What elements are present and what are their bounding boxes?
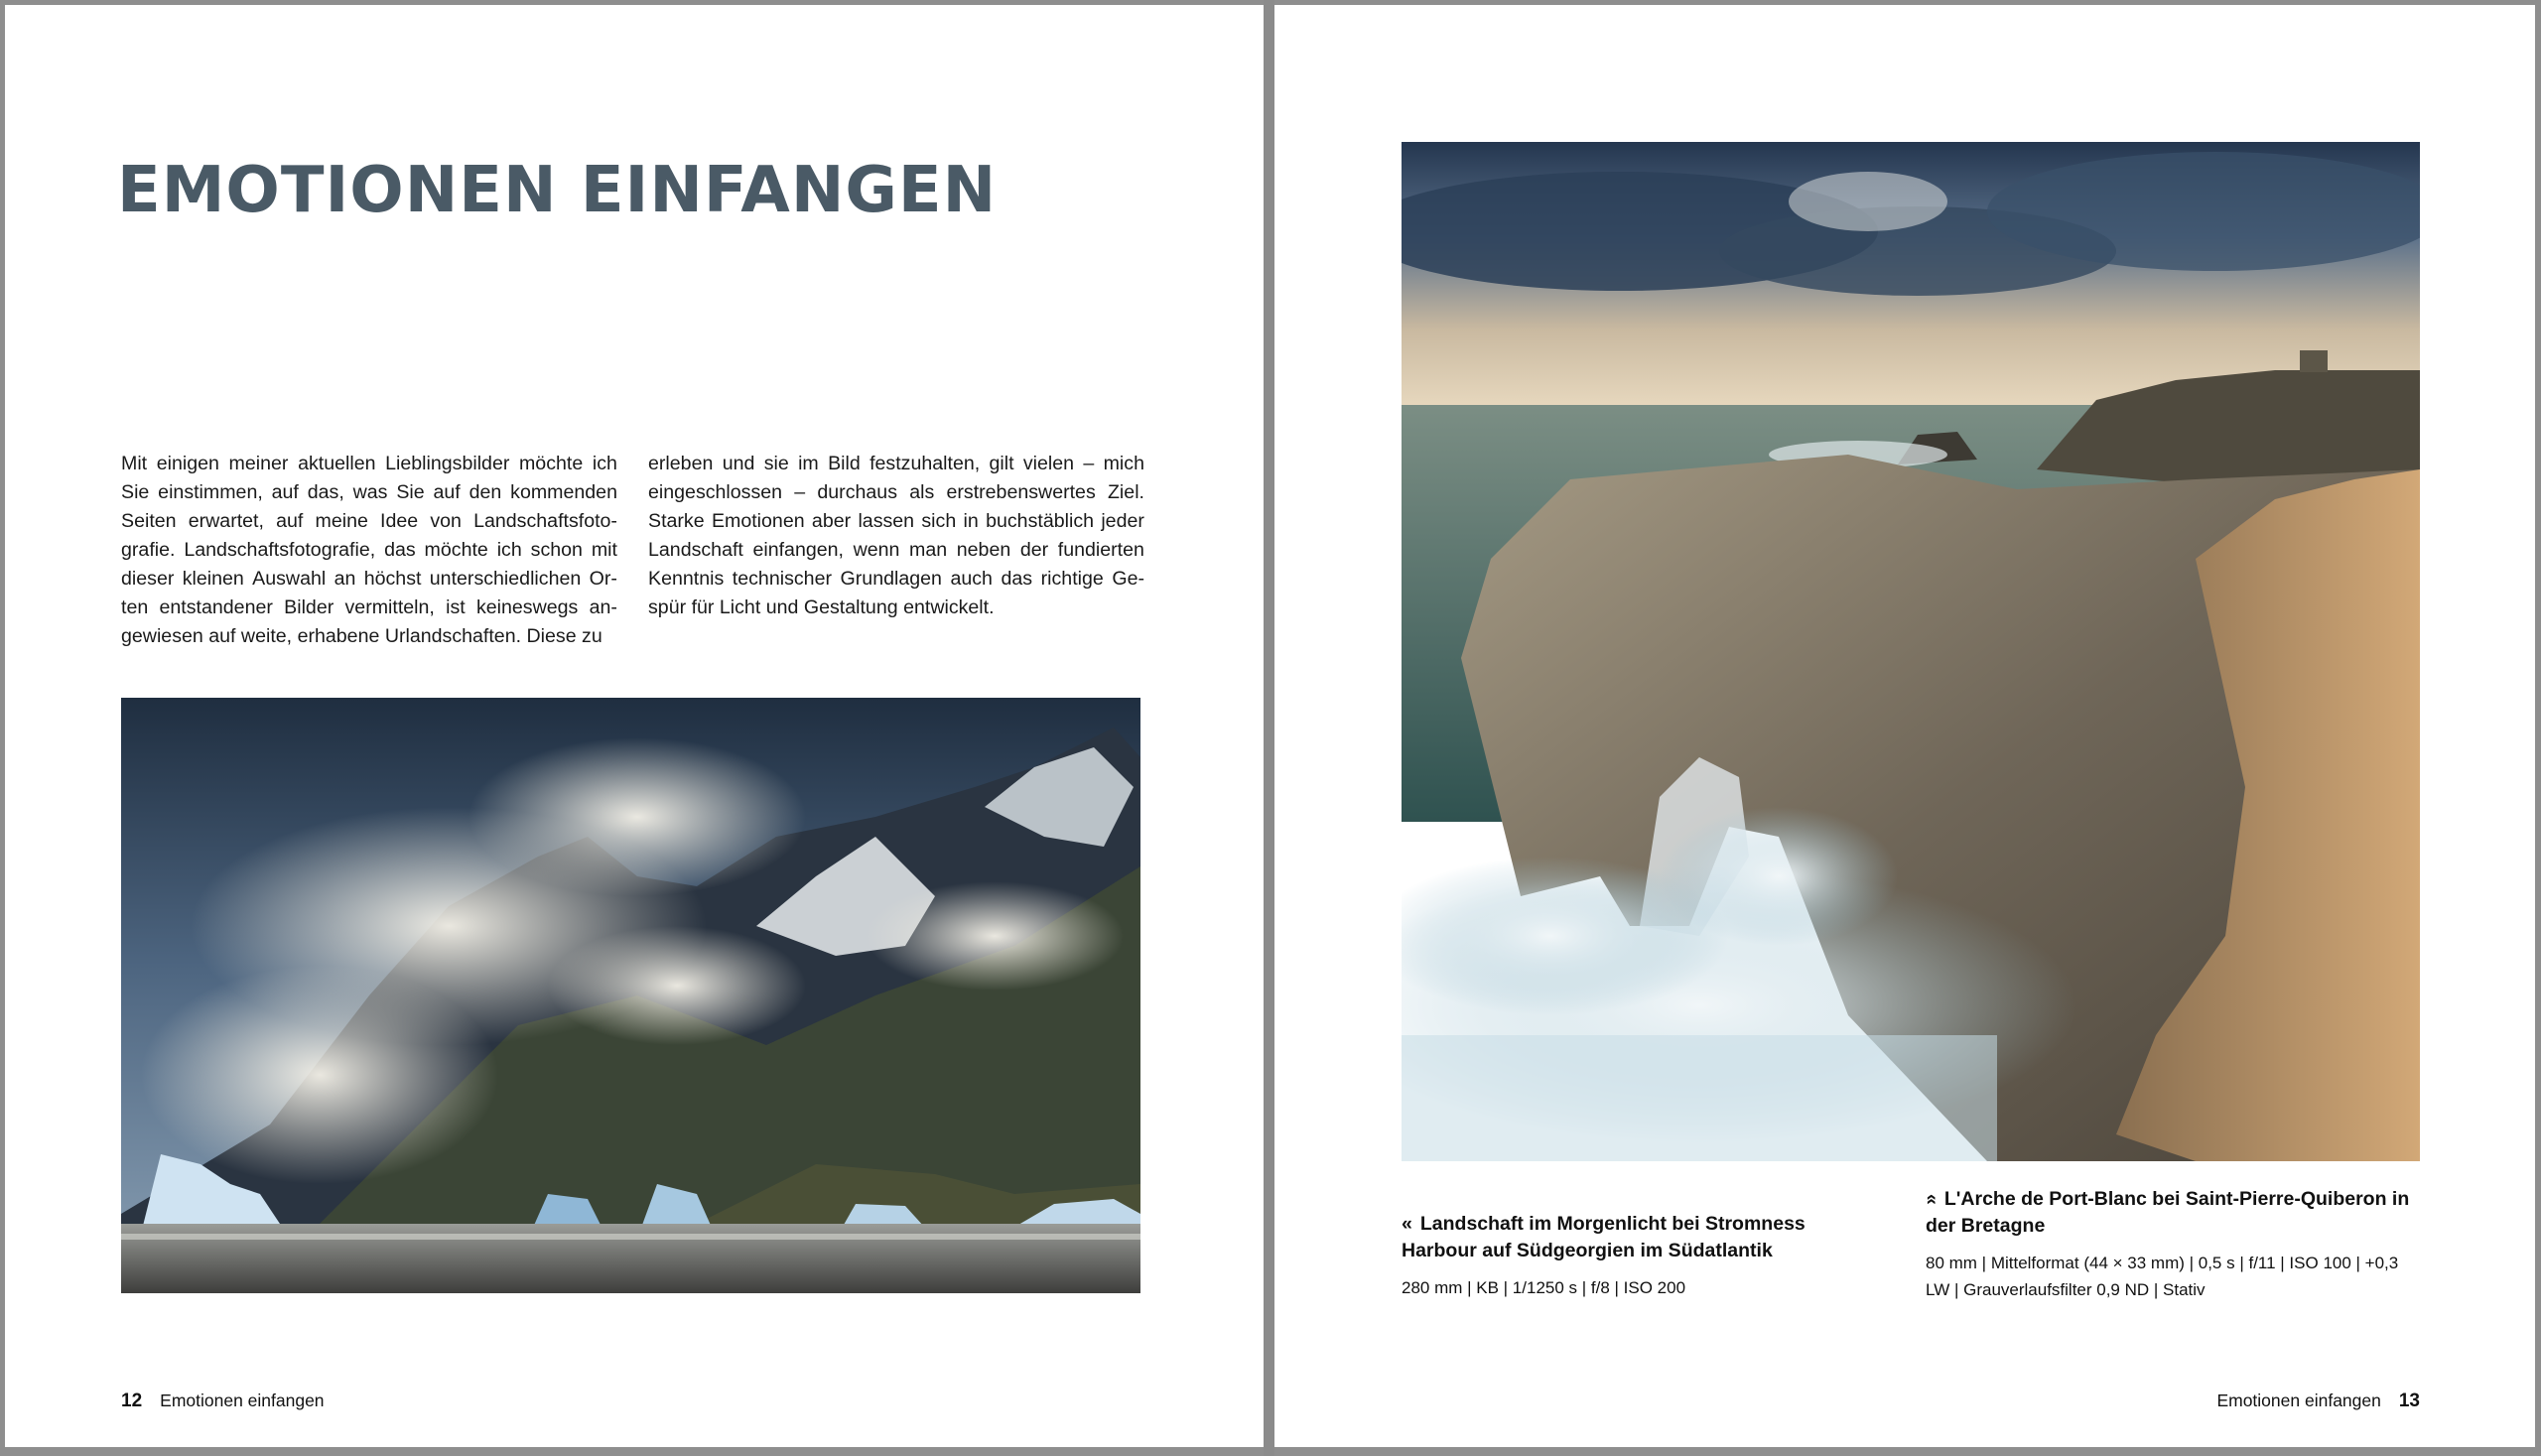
word: vielen bbox=[1022, 453, 1075, 474]
word: lassen bbox=[858, 510, 915, 532]
word: Ge- bbox=[1112, 568, 1144, 590]
text-line bbox=[121, 507, 617, 536]
caption-tech-data: 280 mm | KB | 1/1250 s | f/8 | ISO 200 bbox=[1402, 1278, 1686, 1297]
word: erstrebenswertes bbox=[946, 481, 1096, 503]
caption-marker: » bbox=[1919, 1194, 1941, 1205]
word: Urlandschaften. bbox=[384, 625, 527, 647]
word: Diese bbox=[526, 625, 583, 647]
word: Mit bbox=[121, 453, 148, 474]
word: Bilder bbox=[284, 596, 334, 618]
left-page bbox=[5, 5, 1264, 1447]
right-page bbox=[1274, 5, 2535, 1447]
text-line bbox=[648, 478, 1144, 507]
word: gewiesen bbox=[121, 625, 209, 647]
word: auch bbox=[950, 568, 993, 590]
caption-title: « Landschaft im Morgenlicht bei Stromness Harbour auf Südgeorgien im Südatlantik bbox=[1402, 1213, 1805, 1261]
word: der bbox=[1019, 539, 1049, 561]
mountain-photo bbox=[121, 698, 1140, 1293]
word: grafie. bbox=[121, 539, 176, 561]
word: kleinen bbox=[182, 568, 244, 590]
word: auf bbox=[271, 481, 299, 503]
word: durchaus bbox=[817, 481, 897, 503]
word: meiner bbox=[228, 453, 289, 474]
word: Kenntnis bbox=[648, 568, 725, 590]
word: Sie bbox=[396, 481, 425, 503]
text-line bbox=[121, 478, 617, 507]
word: richtige bbox=[1040, 568, 1104, 590]
word: im bbox=[798, 453, 819, 474]
word: ich bbox=[496, 539, 522, 561]
word: aber bbox=[811, 510, 852, 532]
word: Sie bbox=[121, 481, 150, 503]
word: sie bbox=[763, 453, 789, 474]
word: ich bbox=[592, 453, 617, 474]
word: Auswahl bbox=[252, 568, 327, 590]
word: vermitteln, bbox=[344, 596, 435, 618]
word: Grundlagen bbox=[840, 568, 942, 590]
word: an bbox=[334, 568, 356, 590]
word: den bbox=[468, 481, 502, 503]
text-line bbox=[648, 450, 1144, 478]
word: erwartet, bbox=[188, 510, 264, 532]
word: erhabene bbox=[297, 625, 385, 647]
caption-title: » L'Arche de Port-Blanc bei Saint-Pierre-Quiberon in der Bretagne bbox=[1919, 1188, 2410, 1237]
running-head: Emotionen einfangen bbox=[160, 1390, 325, 1410]
word: auf bbox=[208, 625, 241, 647]
caption-left-photo bbox=[1402, 1211, 1878, 1301]
word: Landschaftsfotografie, bbox=[184, 539, 376, 561]
page-number: 13 bbox=[2398, 1390, 2420, 1411]
word: weite, bbox=[240, 625, 298, 647]
word: Landschaft bbox=[648, 539, 743, 561]
word: für bbox=[691, 596, 720, 618]
word: einfangen, bbox=[752, 539, 844, 561]
word: – bbox=[794, 481, 806, 503]
word: an- bbox=[589, 596, 617, 618]
word: festzuhalten, bbox=[869, 453, 981, 474]
word: und bbox=[765, 596, 804, 618]
word: unterschiedlichen bbox=[429, 568, 582, 590]
text-line bbox=[121, 594, 617, 622]
caption-tech-data: 80 mm | Mittelformat (44 × 33 mm) | 0,5 s | f/11 | ISO 100 | +0,3 LW | Grauverlaufsfilter 0,9 ND | Stativ bbox=[1926, 1254, 2399, 1299]
word: als bbox=[909, 481, 935, 503]
word: fundierten bbox=[1057, 539, 1144, 561]
book-spine bbox=[1264, 0, 1274, 1456]
word: jeder bbox=[1101, 510, 1144, 532]
word: Bild bbox=[828, 453, 861, 474]
word: Ziel. bbox=[1107, 481, 1144, 503]
word: in bbox=[963, 510, 979, 532]
word: einigen bbox=[156, 453, 219, 474]
coastal-arch-photo bbox=[1402, 142, 2420, 1161]
word: Starke bbox=[648, 510, 705, 532]
text-line bbox=[648, 565, 1144, 594]
word: erleben bbox=[648, 453, 714, 474]
word: Or- bbox=[589, 568, 617, 590]
word: das bbox=[1001, 568, 1033, 590]
word: Landschaftsfoto- bbox=[473, 510, 617, 532]
word: eingeschlossen bbox=[648, 481, 783, 503]
word: meine bbox=[315, 510, 368, 532]
word: wenn bbox=[853, 539, 900, 561]
text-line bbox=[121, 622, 617, 651]
word: gilt bbox=[989, 453, 1014, 474]
word: entwickelt. bbox=[903, 596, 995, 618]
word: möchte bbox=[424, 539, 488, 561]
word: kommenden bbox=[510, 481, 617, 503]
word: ten bbox=[121, 596, 149, 618]
word: mich bbox=[1103, 453, 1144, 474]
text-line bbox=[121, 536, 617, 565]
word: auf bbox=[276, 510, 304, 532]
text-line bbox=[121, 565, 617, 594]
word: Gestaltung bbox=[803, 596, 904, 618]
word: sich bbox=[921, 510, 957, 532]
word: neben bbox=[956, 539, 1011, 561]
word: was bbox=[352, 481, 388, 503]
word: spür bbox=[648, 596, 692, 618]
running-head: Emotionen einfangen bbox=[2216, 1390, 2381, 1410]
body-column-2 bbox=[648, 450, 1144, 622]
word: – bbox=[1083, 453, 1095, 474]
text-line bbox=[121, 450, 617, 478]
word: Seiten bbox=[121, 510, 177, 532]
word: einstimmen, bbox=[158, 481, 263, 503]
body-column-1 bbox=[121, 450, 617, 651]
word: buchstäblich bbox=[986, 510, 1095, 532]
word: entstandener bbox=[159, 596, 273, 618]
word: von bbox=[430, 510, 462, 532]
word: man bbox=[909, 539, 948, 561]
word: technischer bbox=[732, 568, 832, 590]
word: Licht bbox=[719, 596, 766, 618]
word: höchst bbox=[363, 568, 422, 590]
word: schon bbox=[530, 539, 583, 561]
text-line bbox=[648, 536, 1144, 565]
word: das bbox=[384, 539, 416, 561]
text-line bbox=[648, 507, 1144, 536]
word: aktuellen bbox=[298, 453, 376, 474]
text-line bbox=[648, 594, 1144, 622]
caption-right-photo bbox=[1919, 1186, 2422, 1303]
word: Lieblingsbilder bbox=[385, 453, 510, 474]
word: ist bbox=[446, 596, 466, 618]
word: das, bbox=[307, 481, 344, 503]
page-number: 12 bbox=[121, 1390, 143, 1411]
caption-marker: « bbox=[1402, 1213, 1412, 1235]
word: mit bbox=[591, 539, 617, 561]
word: Emotionen bbox=[711, 510, 805, 532]
word: zu bbox=[582, 625, 602, 647]
page-footer-left bbox=[121, 1390, 325, 1412]
word: möchte bbox=[518, 453, 584, 474]
word: und bbox=[722, 453, 755, 474]
word: keineswegs bbox=[475, 596, 579, 618]
word: Idee bbox=[380, 510, 419, 532]
chapter-title: EMOTIONEN EINFANGEN bbox=[117, 154, 998, 227]
page-footer-right bbox=[2216, 1390, 2420, 1412]
word: auf bbox=[433, 481, 461, 503]
word: dieser bbox=[121, 568, 175, 590]
